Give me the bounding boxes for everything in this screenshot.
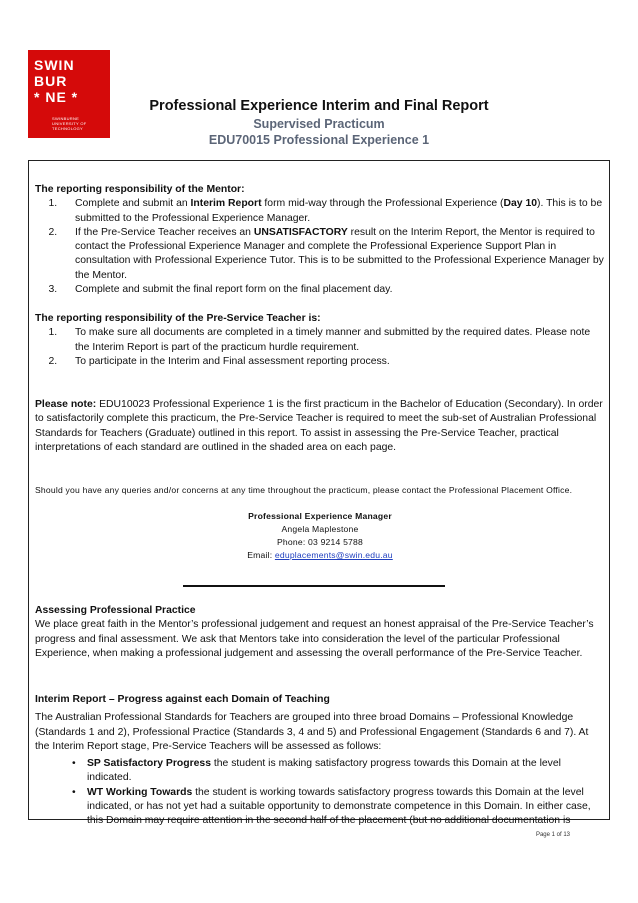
logo-line-2: BUR xyxy=(34,73,68,89)
please-note-label: Please note: xyxy=(35,399,97,410)
page-number: Page 1 of 13 xyxy=(535,832,570,838)
teacher-heading: The reporting responsibility of the Pre-Service Teacher is: xyxy=(35,313,321,324)
page-title: Professional Experience Interim and Final Report xyxy=(149,98,489,114)
assessing-heading: Assessing Professional Practice xyxy=(35,605,196,616)
logo-line-3: * NE * xyxy=(34,89,79,105)
unit-code-title: EDU70015 Professional Experience 1 xyxy=(208,133,430,147)
mentor-heading: The reporting responsibility of the Mentor: xyxy=(35,184,245,195)
teacher-item-2: 2. To participate in the Interim and Final assessment reporting process. xyxy=(60,355,605,369)
mentor-item-3: 3. Complete and submit the final report form on the final placement day. xyxy=(60,283,605,297)
please-note-paragraph: Please note: EDU10023 Professional Experience 1 is the first practicum in the Bachelor of Education (Secondary). In order to satisfactorily complete this practicum, the Pre-Service Teacher is required to meet the sub-set of Australian Professional Standards for Teachers (Graduate) outlined in this report. To assist in assessing the Pre-Service Teacher, practical interpretations of each standard are outlined in the shaded area on each page. xyxy=(35,399,603,453)
interim-section xyxy=(35,693,605,829)
assessing-text: We place great faith in the Mentor’s professional judgement and request an honest appraisal of the Pre-Service Teacher’s progress and final assessment. We ask that Mentors take into consideration the level of the particular Professional Experience, when making a professional judgement and assessing the overall performance of the Pre-Service Teacher. xyxy=(35,619,594,659)
teacher-list xyxy=(35,326,605,369)
logo-line-1: SWIN xyxy=(34,57,75,73)
teacher-section xyxy=(35,312,605,369)
page-subtitle: Supervised Practicum xyxy=(253,117,385,131)
contact-text: Should you have any queries and/or concerns at any time throughout the practicum, please contact the Professional Placement Office. xyxy=(35,485,573,495)
contact-email: Email: eduplacements@swin.edu.au xyxy=(247,550,393,560)
mentor-item-2: 2. If the Pre-Service Teacher receives an UNSATISFACTORY result on the Interim Report, the Mentor is required to contact the Professional Experience Manager and complete the Professional Experience Support Plan in consultation with Professional Experience Tutor. This is to be submitted to the Professional Experience Manager by the Mentor. xyxy=(60,226,605,283)
mentor-item-1: 1. Complete and submit an Interim Report form mid-way through the Professional Experience (Day 10). This is to be submitted to the Professional Experience Manager. xyxy=(60,197,605,226)
interim-text: The Australian Professional Standards for Teachers are grouped into three broad Domains – Professional Knowledge (Standards 1 and 2), Professional Practice (Standards 3, 4 and 5) and Professional Engagement (Standards 6 and 7). At the Interim Report stage, Pre-Service Teachers will be assessed as follows: xyxy=(35,712,589,752)
mentor-list xyxy=(35,197,605,297)
mentor-section xyxy=(35,183,605,297)
bullet-working-towards: • WT Working Towards the student is working towards satisfactory progress towards this Domain at the level indicated, or has not yet had a suitable opportunity to demonstrate competence in this Domain. In either case, this Domain may require attention in the second half of the placement (but no additional documentation is xyxy=(73,786,605,829)
contact-block xyxy=(35,510,605,562)
interim-bullets xyxy=(35,757,605,828)
logo-tagline: SWINBURNE UNIVERSITY OF TECHNOLOGY xyxy=(52,116,87,131)
teacher-item-1: 1. To make sure all documents are completed in a timely manner and submitted by the required dates. Please note the Interim Report is part of the practicum hurdle requirement. xyxy=(60,326,605,355)
interim-heading: Interim Report – Progress against each Domain of Teaching xyxy=(35,694,330,705)
contact-phone: Phone: 03 9214 5788 xyxy=(277,537,363,547)
email-link[interactable]: eduplacements@swin.edu.au xyxy=(274,550,393,560)
divider xyxy=(183,585,445,587)
assessing-section xyxy=(35,604,605,661)
bullet-satisfactory-progress: • SP Satisfactory Progress the student is making satisfactory progress towards this Domain at the level indicated. xyxy=(73,757,605,786)
contact-role: Professional Experience Manager xyxy=(248,511,392,521)
contact-name: Angela Maplestone xyxy=(281,524,359,534)
